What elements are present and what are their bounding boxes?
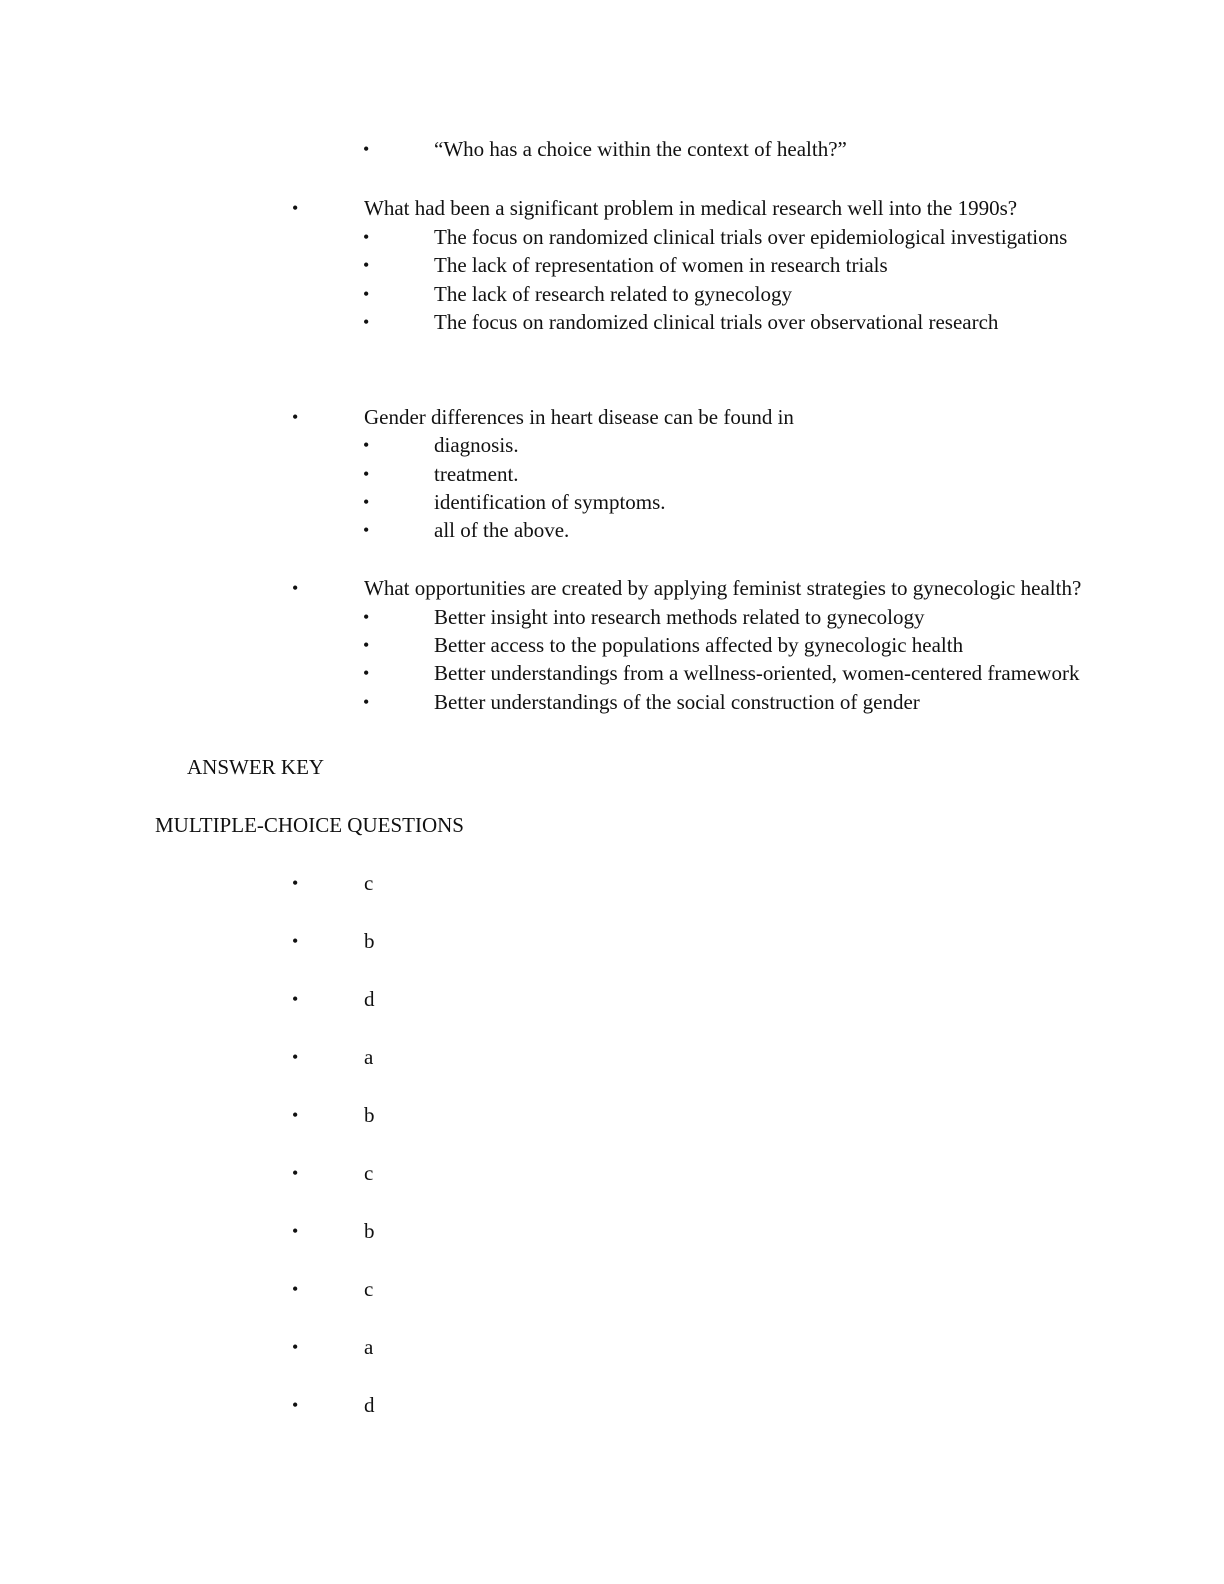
bullet-icon: • xyxy=(292,873,299,893)
bullet-icon: • xyxy=(292,1221,299,1241)
question-stem: Gender differences in heart disease can be found in xyxy=(364,405,794,429)
bullet-icon: • xyxy=(292,989,299,1009)
option-text: all of the above. xyxy=(434,518,570,542)
bullet-icon: • xyxy=(363,255,370,275)
bullet-icon: • xyxy=(292,931,299,951)
bullet-icon: • xyxy=(363,692,370,712)
bullet-icon: • xyxy=(363,312,370,332)
option-text: treatment. xyxy=(434,462,519,486)
answer-item: a xyxy=(364,1335,374,1359)
bullet-icon: • xyxy=(292,1279,299,1299)
bullet-icon: • xyxy=(363,663,370,683)
bullet-icon: • xyxy=(292,1395,299,1415)
bullet-icon: • xyxy=(292,578,299,598)
bullet-icon: • xyxy=(363,520,370,540)
answer-item: c xyxy=(364,1277,374,1301)
answer-item: d xyxy=(364,1393,375,1417)
bullet-icon: • xyxy=(363,607,370,627)
answer-item: b xyxy=(364,1103,375,1127)
bullet-icon: • xyxy=(292,1163,299,1183)
bullet-icon: • xyxy=(363,464,370,484)
bullet-icon: • xyxy=(292,198,299,218)
answer-key-section-title: MULTIPLE-CHOICE QUESTIONS xyxy=(155,813,464,837)
answer-item: b xyxy=(364,929,375,953)
bullet-icon: • xyxy=(292,1337,299,1357)
option-text: Better understandings of the social construction of gender xyxy=(434,690,920,714)
bullet-icon: • xyxy=(292,407,299,427)
bullet-icon: • xyxy=(363,284,370,304)
answer-item: a xyxy=(364,1045,374,1069)
option-text: Better insight into research methods related to gynecology xyxy=(434,605,925,629)
option-text: Better understandings from a wellness-oriented, women-centered framework xyxy=(434,661,1080,685)
bullet-icon: • xyxy=(292,1047,299,1067)
option-text: The focus on randomized clinical trials over observational research xyxy=(434,310,999,334)
answer-item: b xyxy=(364,1219,375,1243)
bullet-icon: • xyxy=(292,1105,299,1125)
option-text: diagnosis. xyxy=(434,433,519,457)
option-text: identification of symptoms. xyxy=(434,490,666,514)
answer-item: c xyxy=(364,1161,374,1185)
option-text: The focus on randomized clinical trials over epidemiological investigations xyxy=(434,225,1068,249)
bullet-icon: • xyxy=(363,635,370,655)
answer-item: d xyxy=(364,987,375,1011)
option-text: Better access to the populations affected by gynecologic health xyxy=(434,633,964,657)
option-text: The lack of representation of women in research trials xyxy=(434,253,888,277)
bullet-icon: • xyxy=(363,435,370,455)
bullet-icon: • xyxy=(363,492,370,512)
question-stem: What had been a significant problem in medical research well into the 1990s? xyxy=(364,196,1018,220)
answer-key-title: ANSWER KEY xyxy=(187,755,325,779)
option-text: “Who has a choice within the context of health?” xyxy=(434,137,847,161)
question-stem: What opportunities are created by applying feminist strategies to gynecologic health? xyxy=(364,576,1082,600)
option-text: The lack of research related to gynecology xyxy=(434,282,792,306)
answer-item: c xyxy=(364,871,374,895)
bullet-icon: • xyxy=(363,139,370,159)
bullet-icon: • xyxy=(363,227,370,247)
